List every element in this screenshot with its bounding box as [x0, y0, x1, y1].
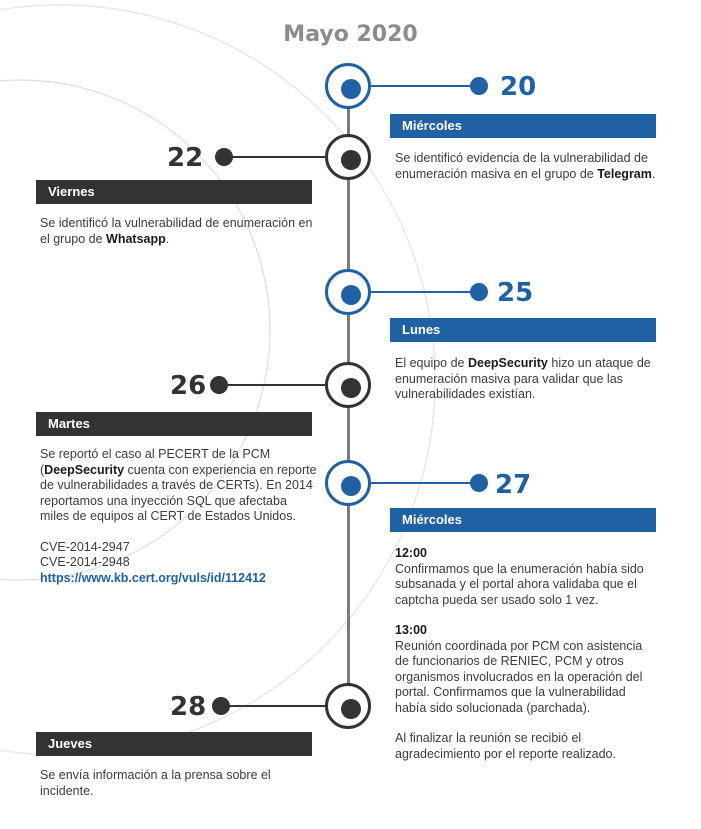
closing-note: Al finalizar la reunión se recibió el agradecimiento por el reporte realizado.: [395, 731, 616, 761]
connector-26: [220, 384, 327, 386]
entry-text-1200: Confirmamos que la enumeración había sido subsanada y el portal ahora validaba que el captcha pueda ser usado solo 1 vez.: [395, 561, 644, 607]
entry-time-1200: 12:00: [395, 546, 427, 560]
event-description-28: Se envía información a la prensa sobre el incidente.: [40, 768, 271, 798]
connector-20: [371, 85, 481, 87]
event-description-22: Se identificó la vulnerabilidad de enumeración en el grupo de Whatsapp.: [40, 216, 313, 246]
event-description-25: El equipo de DeepSecurity hizo un ataque de enumeración masiva para validar que las vulnerabilidades existían.: [395, 356, 651, 401]
weekday-bar-27: Miércoles: [390, 508, 656, 532]
day-number-27: 27: [495, 470, 532, 500]
weekday-bar-25: Lunes: [390, 318, 656, 342]
connector-dot-25: [470, 283, 488, 301]
timeline-node-26: [325, 362, 371, 408]
timeline-node-20: [325, 63, 371, 109]
connector-25: [371, 291, 481, 293]
day-number-20: 20: [500, 72, 537, 102]
timeline-node-25: [325, 269, 371, 315]
weekday-bar-22: Viernes: [36, 180, 312, 204]
weekday-bar-26: Martes: [36, 412, 312, 436]
day-number-28: 28: [170, 692, 207, 722]
connector-dot-20: [470, 77, 488, 95]
weekday-bar-28: Jueves: [36, 732, 312, 756]
connector-28: [222, 705, 327, 707]
connector-27: [371, 482, 481, 484]
day-number-26: 26: [170, 371, 207, 401]
page-title: Mayo 2020: [283, 22, 418, 47]
entry-text-1300: Reunión coordinada por PCM con asistencia de funcionarios de RENIEC, PCM y otros organismos involucrados en la operación del portal. Confirmamos que la vulnerabilidad había sido solucionada (parchada).: [395, 638, 643, 715]
event-description-27: [395, 546, 657, 762]
cve-reference-2: CVE-2014-2948: [40, 555, 130, 569]
day-number-22: 22: [167, 143, 204, 173]
connector-dot-27: [470, 474, 488, 492]
connector-22: [225, 156, 327, 158]
day-number-25: 25: [497, 278, 534, 308]
event-description-26: Se reportó el caso al PECERT de la PCM (DeepSecurity cuenta con experiencia en reporte de vulnerabilidades a través de CERTs). En 2014 reportamos una inyección SQL que afectaba miles de equipos al CERT de Estados Unidos. CVE-2014-2947 CVE-2014-2948 https://www.kb.cert.org/vuls/id/112412: [40, 447, 317, 585]
connector-dot-26: [210, 376, 228, 394]
connector-dot-28: [212, 697, 230, 715]
connector-dot-22: [215, 148, 233, 166]
timeline-node-27: [325, 460, 371, 506]
timeline-node-22: [325, 134, 371, 180]
cert-link[interactable]: https://www.kb.cert.org/vuls/id/112412: [40, 570, 266, 585]
timeline-node-28: [325, 683, 371, 729]
weekday-bar-20: Miércoles: [390, 114, 656, 138]
cve-reference-1: CVE-2014-2947: [40, 539, 130, 554]
entry-time-1300: 13:00: [395, 623, 427, 637]
event-description-20: Se identificó evidencia de la vulnerabilidad de enumeración masiva en el grupo de Telegram.: [395, 151, 656, 181]
